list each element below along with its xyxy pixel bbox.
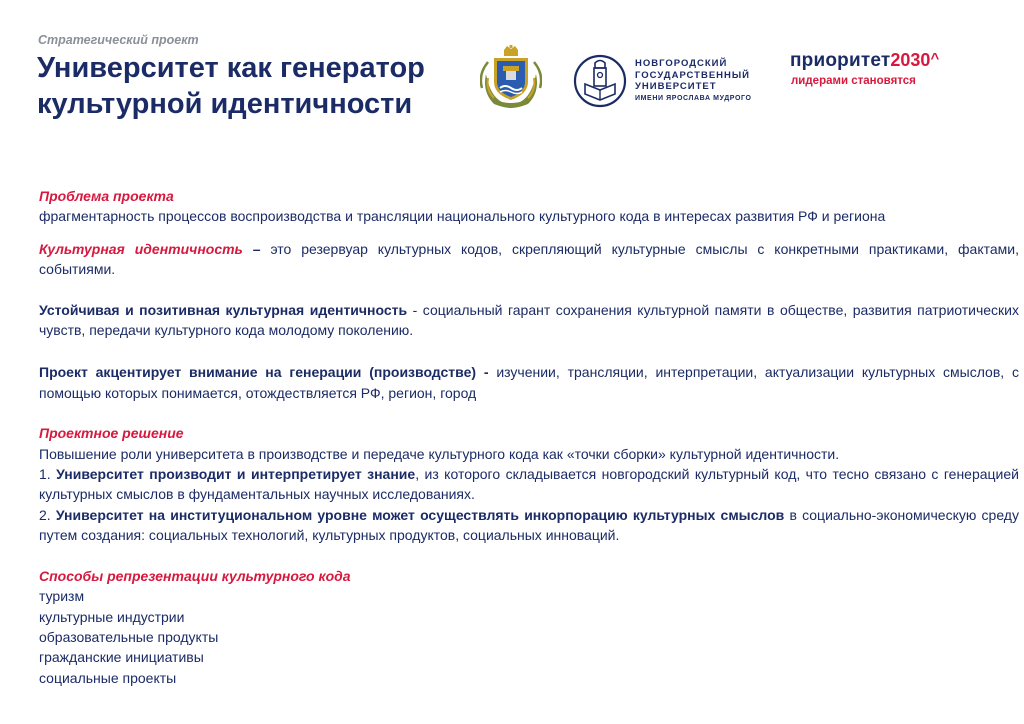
university-name-line-2: ГОСУДАРСТВЕННЫЙ xyxy=(635,69,751,81)
stable-identity-text: - социальный гарант сохранения культурной памяти в обществе, развития патриотических чувств, передачи культурного кода молодому поколению. xyxy=(39,301,1019,339)
priority-logo-caret: ^ xyxy=(930,50,940,67)
solution-item-2-bold: Университет на институциональном уровне может осуществлять инкорпорацию культурных смыслов xyxy=(55,506,785,523)
priority-2030-logo xyxy=(790,50,939,87)
priority-logo-year: 2030 xyxy=(890,50,931,70)
page-title-line-1: Университет как генератор xyxy=(37,52,425,84)
solution-item-1-text: , из которого складывается новгородский культурный код, что тесно связано с генерацией культурных смыслов в фундаментальных научных исследованиях. xyxy=(39,466,1019,503)
cultural-identity-definition xyxy=(39,239,1019,280)
priority-logo-word: приоритет xyxy=(790,50,891,71)
project-type-label: Стратегический проект xyxy=(38,33,199,47)
methods-list-item: туризм xyxy=(39,588,85,605)
university-name-line-1: НОВГОРОДСКИЙ xyxy=(635,58,728,69)
methods-list-item: образовательные продукты xyxy=(39,628,219,645)
stable-identity-paragraph xyxy=(39,300,1019,341)
solution-item-2-number: 2. xyxy=(39,506,56,523)
methods-list-item: гражданские инициативы xyxy=(39,649,204,666)
solution-intro: Повышение роли университета в производстве и передаче культурного кода как «точки сборки» культурной идентичности. xyxy=(39,445,840,462)
solution-item-1 xyxy=(39,464,1019,505)
project-focus-paragraph xyxy=(39,362,1019,403)
page-title-line-2: культурной идентичности xyxy=(37,88,413,120)
methods-list xyxy=(39,586,1019,688)
solution-item-2 xyxy=(39,505,1019,546)
problem-text: фрагментарность процессов воспроизводства и трансляции национального культурного кода в интересах развития РФ и региона xyxy=(39,208,886,225)
problem-heading: Проблема проекта xyxy=(39,188,174,204)
cultural-identity-term: Культурная идентичность xyxy=(39,240,243,257)
university-name-line-4: ИМЕНИ ЯРОСЛАВА МУДРОГО xyxy=(635,94,752,102)
methods-list-item: социальные проекты xyxy=(39,669,177,686)
university-name-line-3: УНИВЕРСИТЕТ xyxy=(635,81,717,92)
cultural-identity-text: это резервуар культурных кодов, скрепляющий культурные смыслы с конкретными практиками, фактами, событиями. xyxy=(39,240,1019,278)
university-emblem-icon xyxy=(573,54,627,108)
solution-item-2-text: в социально-экономическую среду путем создания: социальных технологий, культурных продуктов, социальных инноваций. xyxy=(39,506,1019,544)
slide-body xyxy=(39,186,1019,688)
solution-heading: Проектное решение xyxy=(39,425,184,442)
project-focus-text: изучении, трансляции, интерпретации, актуализации культурных смыслов, с помощью которых понимается, отождествляется РФ, регион, город xyxy=(39,364,1020,401)
stable-identity-term: Устойчивая и позитивная культурная идентичность xyxy=(39,301,408,318)
coat-of-arms-icon xyxy=(480,44,542,110)
solution-item-1-bold: Университет производит и интерпретирует знание xyxy=(56,466,416,483)
solution-item-1-number: 1. xyxy=(39,466,57,483)
cultural-identity-dash: – xyxy=(242,240,271,257)
methods-heading: Способы репрезентации культурного кода xyxy=(39,567,351,584)
methods-list-item: культурные индустрии xyxy=(39,608,185,625)
priority-logo-slogan: лидерами становятся xyxy=(791,75,916,87)
page-title xyxy=(37,50,477,122)
project-focus-term: Проект акцентирует внимание на генерации (производстве) - xyxy=(39,364,489,381)
